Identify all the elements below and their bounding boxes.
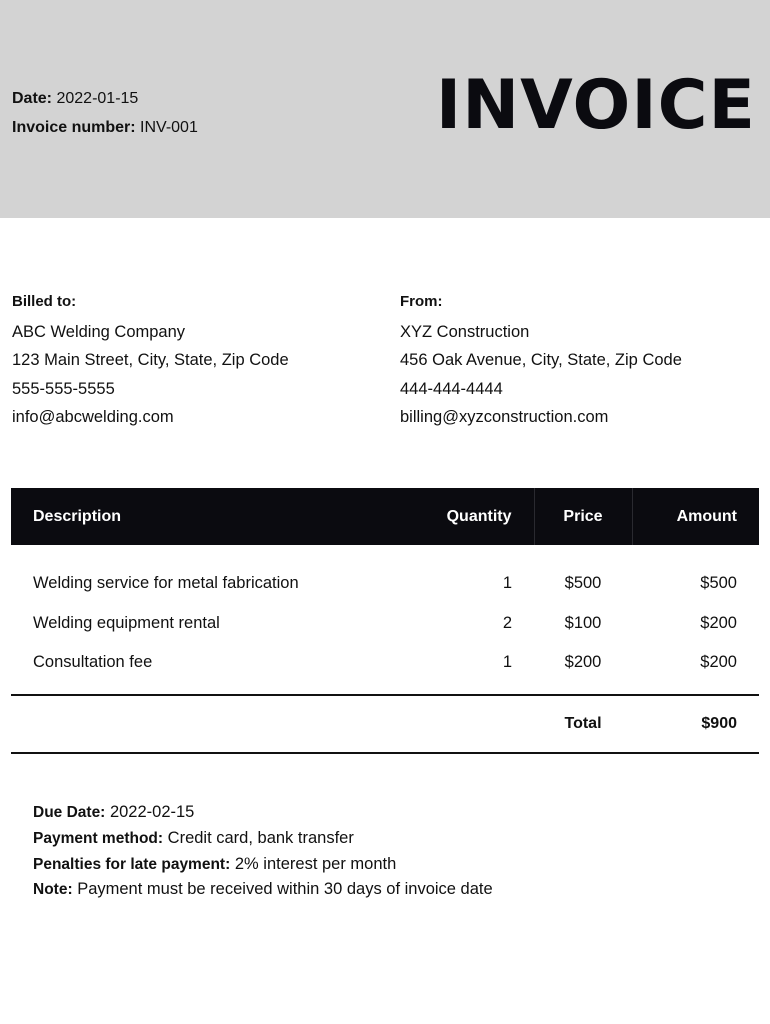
invoice-date-label: Date: <box>12 90 53 107</box>
item-price: $500 <box>564 573 602 592</box>
column-header-description: Description <box>33 507 122 525</box>
invoice-date <box>12 84 198 113</box>
late-penalties <box>33 852 493 878</box>
table-row <box>11 643 759 695</box>
item-quantity: 1 <box>502 573 512 592</box>
late-penalties-value: 2% interest per month <box>234 854 397 873</box>
payment-notes <box>33 800 493 903</box>
invoice-number <box>12 113 198 142</box>
due-date-value: 2022-02-15 <box>109 803 195 821</box>
payment-method <box>33 826 493 852</box>
due-date <box>33 800 493 826</box>
table-row <box>11 545 759 603</box>
payment-method-value: Credit card, bank transfer <box>167 828 354 847</box>
item-quantity: 2 <box>502 613 512 632</box>
total-row <box>11 695 759 753</box>
column-header-price: Price <box>534 488 632 545</box>
note <box>33 877 493 903</box>
item-price: $200 <box>534 643 632 695</box>
due-date-label: Due Date: <box>33 804 106 821</box>
note-label: Note: <box>33 881 73 899</box>
item-quantity: 1 <box>413 643 534 695</box>
column-header-quantity: Quantity <box>446 507 512 525</box>
item-description: Welding service for metal fabrication <box>33 573 299 592</box>
billed-to-block <box>12 288 289 432</box>
total-value: $900 <box>632 695 759 753</box>
item-description: Consultation fee <box>11 643 413 695</box>
from-name: XYZ Construction <box>400 322 530 341</box>
invoice-number-label: Invoice number: <box>12 119 136 136</box>
document-title: INVOICE <box>435 66 756 145</box>
item-description: Welding equipment rental <box>33 613 220 632</box>
column-header-amount: Amount <box>632 488 759 545</box>
item-price: $100 <box>564 613 602 632</box>
billed-to-phone: 555-555-5555 <box>12 379 115 398</box>
total-spacer <box>11 695 413 753</box>
total-label: Total <box>534 695 632 753</box>
late-penalties-label: Penalties for late payment: <box>33 855 231 873</box>
table-row <box>11 603 759 643</box>
line-items-table <box>11 488 759 754</box>
from-phone: 444-444-4444 <box>400 379 503 398</box>
invoice-meta <box>12 84 198 142</box>
from-block <box>400 288 682 432</box>
payment-method-label: Payment method: <box>33 829 164 847</box>
from-address: 456 Oak Avenue, City, State, Zip Code <box>400 351 682 369</box>
billed-to-heading: Billed to: <box>12 293 77 310</box>
billed-to-name: ABC Welding Company <box>12 322 186 341</box>
billed-to-address: 123 Main Street, City, State, Zip Code <box>12 351 289 369</box>
invoice-header <box>0 0 770 218</box>
item-amount: $200 <box>632 643 759 695</box>
item-amount: $500 <box>700 573 737 592</box>
billed-to-email: info@abcwelding.com <box>12 408 174 426</box>
invoice-number-value: INV-001 <box>140 119 198 136</box>
from-email: billing@xyzconstruction.com <box>400 408 609 426</box>
total-spacer <box>413 695 534 753</box>
item-amount: $200 <box>700 613 737 632</box>
note-value: Payment must be received within 30 days of invoice date <box>77 880 493 899</box>
table-header-row <box>11 488 759 545</box>
invoice-date-value: 2022-01-15 <box>56 90 139 107</box>
from-heading: From: <box>400 293 443 310</box>
